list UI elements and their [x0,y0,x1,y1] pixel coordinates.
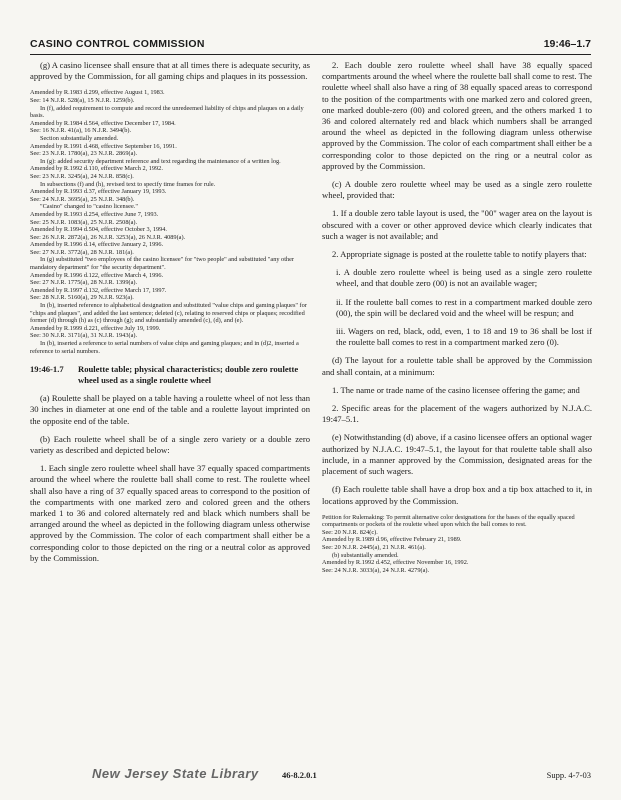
header-title: CASINO CONTROL COMMISSION [30,38,205,50]
para-d1: 1. The name or trade name of the casino licensee offering the game; and [332,384,580,395]
history-line: (b) substantially amended. [332,551,399,559]
para-g: (g) A casino licensee shall ensure that at all times there is adequate security, as approved by the Commission, for all gaming chips and plaques in its possession. [30,60,310,82]
history-line: In (b), inserted a reference to serial numbers of value chips and gaming plaques; and in (d)2, inserted a reference to serial numbers. [30,340,299,355]
para-c2-i: i. A double zero roulette wheel is being used as a single zero roulette wheel, and that double zero (00) is not an available wager; [336,267,592,289]
page-code: 46-8.2.0.1 [282,770,317,780]
history-line: See: 27 N.J.R. 3772(a), 28 N.J.R. 181(a). [30,248,134,256]
para-b1: 1. Each single zero roulette wheel shall have 37 equally spaced compartments around the wheel where the roulette ball shall come to rest. The roulette wheel shall also have a ring of 37 equally spaced areas to correspond to the position of the compartments with one marked zero and colored green and the others marked 1 to 36 and colored alternately red and black which numbers shall be arranged around the wheel as depicted in the following diagram unless otherwise approved by the Commission. The color of each compartment shall either be a corresponding color to those depicted on the ring or a neutral color as approved by the Commission. [30,463,310,563]
history-line: Amended by R.1983 d.299, effective August 1, 1983. [30,89,165,97]
history-line: Amended by R.1993 d.254, effective June 7, 1993. [30,210,159,218]
para-c: (c) A double zero roulette wheel may be used as a single zero roulette wheel, provided that: [322,179,592,201]
para-d: (d) The layout for a roulette table shall be approved by the Commission and shall contain, at a minimum: [322,355,592,377]
history-line: In (f), added requirement to compute and record the unredeemed liability of chips and plaques on a daily basis. [30,104,304,120]
para-f: (f) Each roulette table shall have a drop box and a tip box attached to it, in locations approved by the Commission. [322,484,592,506]
history-line: See: 28 N.J.R. 5160(a), 29 N.J.R. 923(a). [30,294,134,302]
header-section-ref: 19:46–1.7 [543,38,591,50]
para-a: (a) Roulette shall be played on a table having a roulette wheel of not less than 30 inches in diameter at one end of the table and a roulette layout imprinted on the opposite end of the table. [30,393,310,426]
history-line: See: 24 N.J.R. 3033(a), 24 N.J.R. 4279(a). [322,566,430,574]
history-line: Amended by R.1992 d.110, effective March 2, 1992. [30,165,163,173]
history-line: Amended by R.1992 d.452, effective November 16, 1992. [322,559,469,567]
history-line: In (g) substituted "two employees of the casino licensee" for "two people" and substituted "any other mandatory department" for "the security department". [30,256,294,272]
history-line: See: 26 N.J.R. 2872(a), 26 N.J.R. 3253(a), 26 N.J.R. 4089(a). [30,233,186,241]
history-line: Amended by R.1991 d.468, effective September 16, 1991. [30,142,177,150]
history-note-right [322,514,592,575]
history-line: Amended by R.1994 d.504, effective October 3, 1994. [30,226,167,234]
para-e: (e) Notwithstanding (d) above, if a casino licensee offers an optional wager authorized by N.J.A.C. 19:47–5.1, the layout for that roulette table shall also include, in a manner approved by the Commission, designated areas for the placement of such wagers. [322,432,592,477]
library-stamp: New Jersey State Library [92,766,259,781]
history-line: Amended by R.1989 d.96, effective February 21, 1989. [322,536,462,544]
history-line: See: 14 N.J.R. 528(a), 15 N.J.R. 1259(b). [30,97,135,104]
history-line: Amended by R.1997 d.132, effective March 17, 1997. [30,286,167,294]
history-line: In (b), inserted reference to alphabetical designation and substituted "value chips and gaming plaques" for "chips and plaques", and added the last sentence; deleted (c), relating to reserved chips or plaques; recodified former (d) through (h) as (c) through (g); and substantially amended (c), (d), and (e). [30,302,307,325]
supplement-date: Supp. 4-7-03 [546,770,591,780]
history-line: See: 24 N.J.R. 3695(a), 25 N.J.R. 348(b). [30,195,135,203]
history-line: See: 23 N.J.R. 3245(a), 24 N.J.R. 858(c). [30,172,134,180]
history-line: See: 16 N.J.R. 41(a), 16 N.J.R. 3494(b). [30,127,132,135]
para-c2-ii: ii. If the roulette ball comes to rest in a compartment marked double zero (00), the spin will be declared void and the wheel will be respun; and [336,296,592,318]
para-c2: 2. Appropriate signage is posted at the roulette table to notify players that: [332,249,587,260]
history-line: Amended by R.1996 d.14, effective January 2, 1996. [30,241,164,249]
para-b2: 2. Each double zero roulette wheel shall have 38 equally spaced compartments around the wheel where the roulette ball shall come to rest. The roulette wheel shall also have a ring of 38 equally spaced areas to correspond to the position of the compartments with one marked zero and colored green, one marked double-zero (00) and colored green, and the others marked 1 to 36 and colored alternately red and black which numbers shall be arranged around the wheel as depicted in the following diagram unless otherwise approved by the Commission. The color of each compartment shall either be a corresponding color to those depicted on the ring or a neutral color as approved by the Commission. [322,60,592,171]
history-line: See: 27 N.J.R. 1775(a), 28 N.J.R. 1399(a). [30,279,138,287]
history-line: Section substantially amended. [40,134,119,142]
page-header [30,38,591,55]
history-line: Amended by R.1999 d.221, effective July 19, 1999. [30,324,161,332]
para-d2: 2. Specific areas for the placement of the wagers authorized by N.J.A.C. 19:47–5.1. [322,403,592,425]
history-line: Petition for Rulemaking: To permit alternative color designations for the bases of the equally spaced compartments or pockets of the roulette wheel upon which the ball comes to rest. [322,513,575,529]
section-heading [30,364,310,386]
history-line: Amended by R.1996 d.122, effective March 4, 1996. [30,271,164,279]
para-c2-iii: iii. Wagers on red, black, odd, even, 1 to 18 and 19 to 36 shall be lost if the roulette ball comes to rest in a compartment marked zero (0). [336,326,592,348]
right-column [322,60,592,574]
para-c1: 1. If a double zero table layout is used, the "00" wager area on the layout is obscured with a cover or other approved device which clearly indicates that such a wager is not available; and [322,208,592,241]
history-line: Amended by R.1984 d.564, effective December 17, 1984. [30,119,176,127]
section-title: Roulette table; physical characteristics; double zero roulette wheel used as a single roulette wheel [78,364,299,386]
para-b: (b) Each roulette wheel shall be of a single zero variety or a double zero variety as described and depicted below: [30,433,310,455]
history-note-left [30,89,310,355]
history-line: In (g): added security department reference and text regarding the maintenance of a written log. [40,157,281,165]
history-line: See: 30 N.J.R. 3171(a), 31 N.J.R. 1943(a). [30,332,138,340]
history-line: In subsections (f) and (h), revised text to specify time frames for rule. [40,180,216,188]
history-line: "Casino" changed to "casino licensee." [40,203,138,211]
history-line: See: 20 N.J.R. 824(c). [322,528,378,536]
history-line: See: 23 N.J.R. 1780(a), 23 N.J.R. 2869(a). [30,150,138,158]
history-line: Amended by R.1993 d.37, effective January 19, 1993. [30,188,167,196]
history-line: See: 20 N.J.R. 2445(a), 21 N.J.R. 461(a). [322,544,426,552]
left-column [30,60,310,571]
history-line: See: 25 N.J.R. 1083(a), 25 N.J.R. 2508(a). [30,218,138,226]
section-number: 19:46-1.7 [30,364,64,375]
